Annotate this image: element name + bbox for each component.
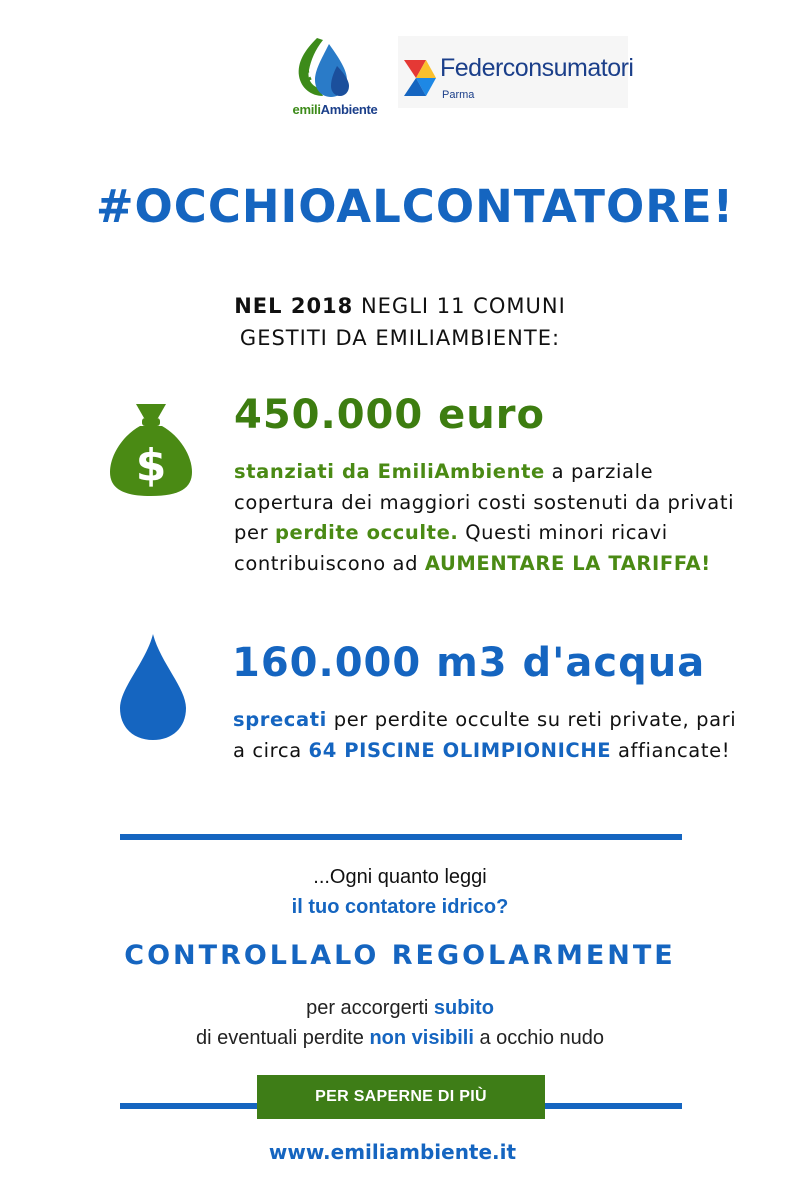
emiliambiente-logo-text: emiliAmbiente: [292, 102, 378, 117]
emiliambiente-logo-mark: [285, 30, 385, 102]
learn-more-button[interactable]: PER SAPERNE DI PIÙ: [257, 1075, 545, 1119]
water-description: sprecati per perdite occulte su reti private, pari a circa 64 PISCINE OLIMPIONICHE affiancate!: [233, 708, 737, 762]
money-amount: 450.000 euro: [234, 392, 545, 438]
emiliambiente-logo: [285, 30, 385, 125]
money-description: stanziati da EmiliAmbiente a parziale copertura dei maggiori costi sostenuti da privati per perdite occulte. Questi minori ricavi contribuiscono ad AUMENTARE LA TARIFFA!: [234, 460, 735, 575]
federconsumatori-city: Parma: [442, 89, 475, 101]
money-bag-icon: [108, 400, 194, 498]
federconsumatori-logo: [398, 36, 634, 108]
federconsumatori-logo-mark: [402, 56, 442, 106]
divider: [120, 834, 682, 840]
page-title: #OCCHIOALCONTATORE!: [95, 180, 735, 233]
intro-year: NEL 2018: [234, 294, 354, 318]
intro-line2: GESTITI DA EMILIAMBIENTE:: [239, 326, 561, 350]
advice-text: per accorgerti subito di eventuali perdite non visibili a occhio nudo: [195, 997, 604, 1049]
question-text: [0, 862, 800, 922]
question-line1: ...Ogni quanto leggi: [313, 866, 487, 888]
federconsumatori-name: Federconsumatori: [440, 54, 634, 82]
water-amount: 160.000 m3 d'acqua: [232, 640, 706, 686]
website-link[interactable]: www.emiliambiente.it: [268, 1140, 517, 1164]
call-to-action-heading: CONTROLLALO REGOLARMENTE: [124, 940, 676, 971]
question-line2: il tuo contatore idrico?: [291, 896, 509, 918]
intro-line1: NEGLI 11 COMUNI: [353, 294, 566, 318]
svg-text:$: $: [135, 440, 167, 491]
water-drop-icon: [118, 632, 188, 742]
intro-text: [0, 290, 800, 354]
